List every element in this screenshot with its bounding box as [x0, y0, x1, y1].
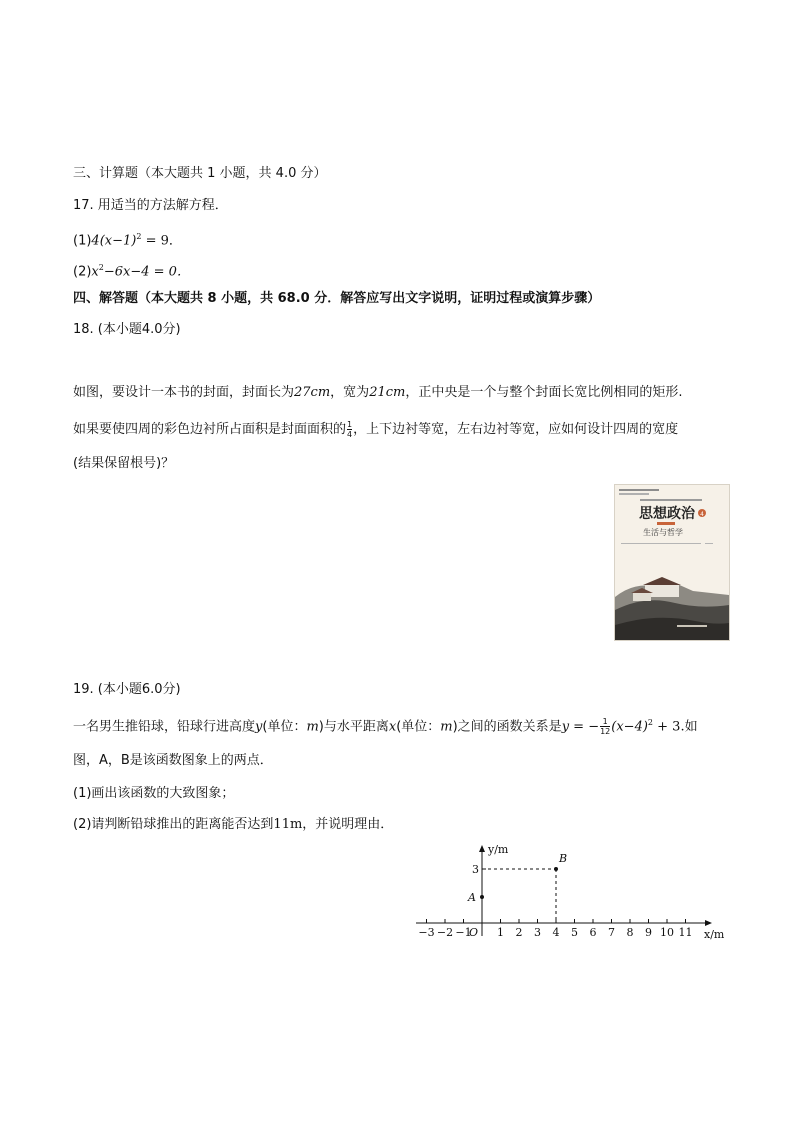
graph-svg	[408, 836, 738, 948]
q17-p2-label: (2)	[73, 264, 92, 280]
x-tick-label-6: 7	[608, 926, 615, 939]
q19-part1: (1)画出该函数的大致图象；	[73, 786, 235, 801]
x-tick-label-8: 9	[645, 926, 652, 939]
q17-part2: $(2)x^2-6x-4 = 0$．	[73, 263, 190, 280]
q18-line2: 如果要使四周的彩色边衬所占面积是封面面积的 $\frac{1}{4}$ ，上下边衬等宽，左右边衬等宽，应如何设计四周的宽度	[73, 420, 679, 439]
q17-p1-rest: = 9．	[141, 233, 182, 249]
q17-p1-expr: 4(x−1)	[91, 233, 137, 249]
x-tick-label-10: 11	[678, 926, 693, 939]
book-title: 思想政治	[639, 506, 695, 522]
x-tick-label-9: 10	[660, 926, 674, 939]
point-a	[480, 895, 484, 899]
x-tick-label-1: 2	[515, 926, 523, 939]
q19-label: 19. (本小题6.0分)	[73, 682, 181, 697]
q18-line1: 如图，要设计一本书的封面，封面长为27cm，宽为21cm，正中央是一个与整个封面长宽比例相同的矩形.	[73, 385, 683, 400]
book-cover-image	[614, 484, 730, 641]
x-tick-label-2: 3	[534, 926, 541, 939]
svg-text:4: 4	[700, 511, 704, 518]
x-tick-label-0: 1	[497, 926, 504, 939]
book-cover-art	[615, 485, 729, 640]
x-neg-tick-label-1: −2	[436, 926, 454, 939]
point-a-label: A	[468, 891, 476, 904]
q19-line1: 一名男生推铅球，铅球行进高度y(单位：m)与水平距离x(单位：m)之间的函数关系是y = − $\frac{1}{12}$ $(x-4)^2 + 3$.如	[73, 717, 698, 737]
x-tick-label-7: 8	[626, 926, 634, 939]
y-axis-label: y/m	[488, 843, 509, 856]
q17-stem: 17. 用适当的方法解方程．	[73, 198, 228, 213]
origin-label: O	[469, 926, 479, 939]
q19-fraction: $\frac{1}{12}$	[600, 717, 611, 737]
x-tick-label-4: 5	[571, 926, 578, 939]
q19-func-lhs: y = −	[561, 719, 600, 735]
q17-p1-label: (1)	[73, 233, 92, 249]
q19-line2: 图，A，B是该函数图象上的两点．	[73, 753, 273, 768]
x-axis-label: x/m	[704, 928, 725, 941]
point-b	[554, 867, 558, 871]
q18-width: 21cm	[369, 385, 406, 400]
q19-part2: (2)请判断铅球推出的距离能否达到11m，并说明理由．	[73, 817, 394, 832]
section-4-heading: 四、解答题（本大题共 8 小题，共 68.0 分．解答应写出文字说明，证明过程或演算步骤）	[73, 291, 601, 306]
y-tick-label-3: 3	[472, 863, 479, 876]
x-neg-tick-label-0: −3	[418, 926, 435, 939]
section-3-heading: 三、计算题（本大题共 1 小题，共 4.0 分）	[73, 166, 327, 181]
q18-line3: (结果保留根号)？	[73, 456, 175, 471]
x-tick-label-3: 4	[552, 926, 560, 939]
book-subtitle: 生活与哲学	[643, 528, 683, 537]
x-neg-tick-label-2: −1	[455, 926, 472, 939]
q18-fraction: $\frac{1}{4}$	[347, 420, 353, 439]
q18-label: 18. (本小题4.0分)	[73, 322, 181, 337]
x-tick-label-5: 6	[589, 926, 597, 939]
point-b-label: B	[559, 852, 568, 865]
q17-p2-rest: −6x−4 = 0．	[103, 264, 190, 280]
coordinate-graph	[408, 836, 738, 948]
q17-part1: $(1)4(x-1)^2 = 9$．	[73, 232, 182, 249]
q19-distance: 11m	[273, 817, 303, 832]
q17-p2-x: x	[91, 264, 99, 280]
q18-length: 27cm	[294, 385, 331, 400]
